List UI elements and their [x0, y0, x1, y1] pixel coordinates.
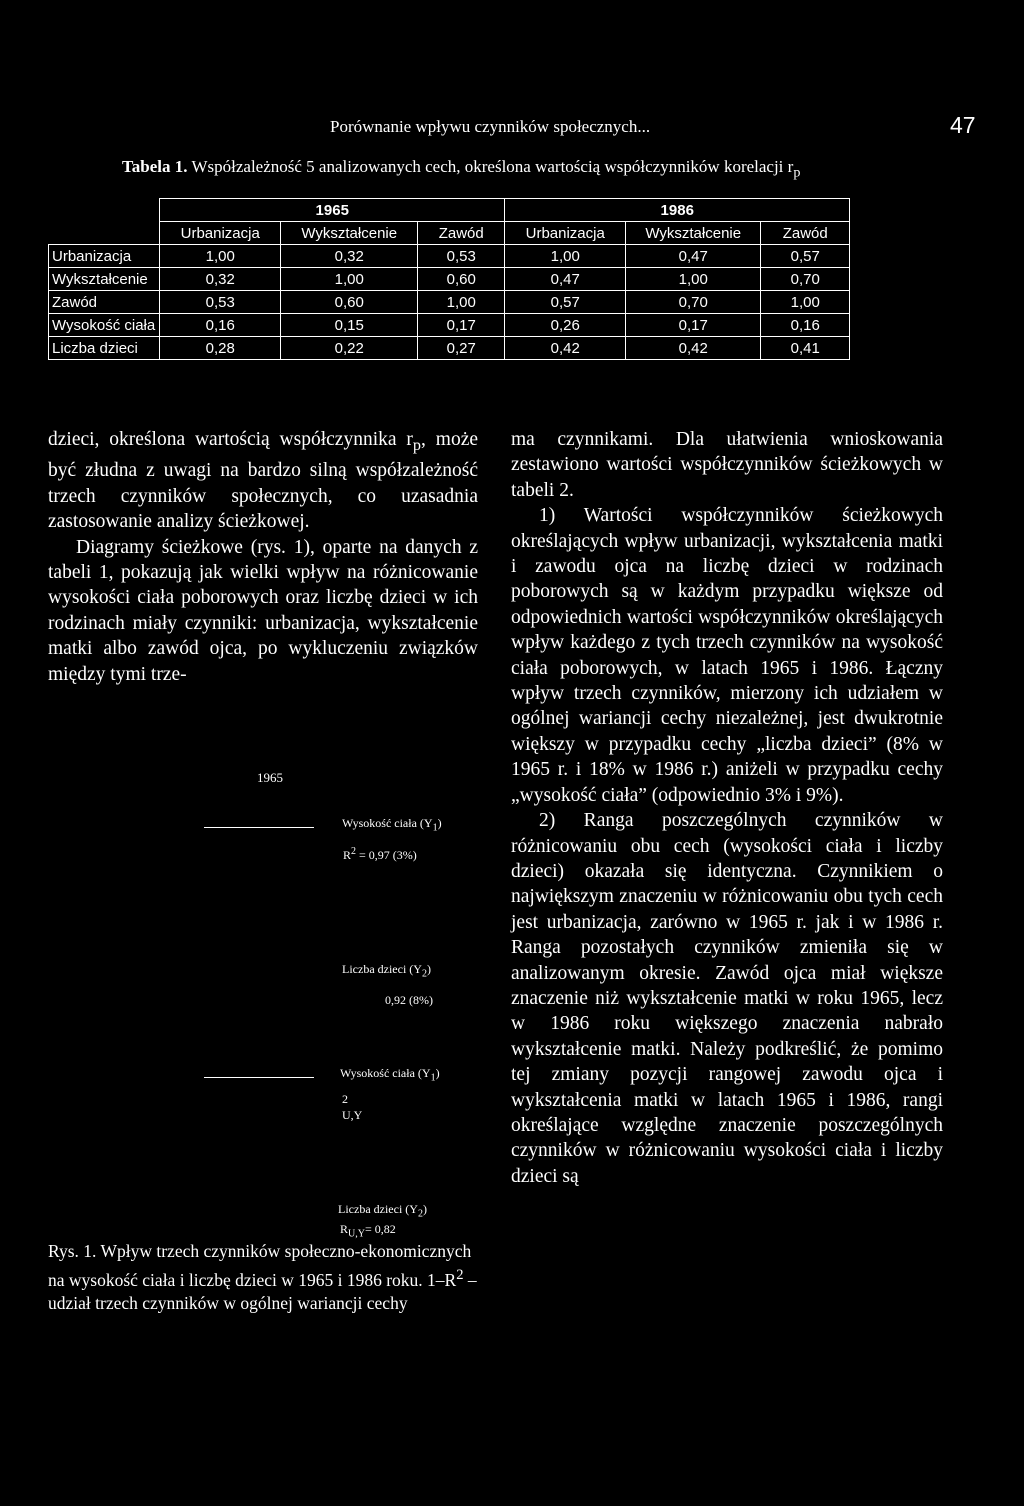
- table-cell: 1,00: [418, 291, 505, 314]
- children-label-text: Liczba dzieci (Y: [342, 962, 422, 976]
- children-label-2-text: Liczba dzieci (Y: [338, 1202, 418, 1216]
- table-cell: 0,47: [505, 268, 626, 291]
- children-label-sub: 2: [421, 968, 427, 980]
- table-caption-text: Współzależność 5 analizowanych cech, określona wartością współczynników korelacji r: [191, 157, 794, 176]
- table-cell: 0,41: [761, 337, 850, 360]
- table-year-row: [49, 199, 850, 222]
- table-cell: 0,32: [160, 268, 281, 291]
- figure-caption-text: Rys. 1. Wpływ trzech czynników społeczno-ekonomicznych na wysokość ciała i liczbę dzieci w 1965 i 1986 roku. 1–R: [48, 1241, 472, 1290]
- table-cell: 0,17: [626, 314, 761, 337]
- table-row: [49, 268, 850, 291]
- r-label-2: R: [340, 1222, 349, 1236]
- r-sub-2: U,Y: [348, 1228, 365, 1240]
- table-row: [49, 245, 850, 268]
- left-p1-text: dzieci, określona wartością współczynnika r: [48, 429, 413, 450]
- row-label: Wysokość ciała: [49, 314, 160, 337]
- height-label-2-sub: 1: [430, 1072, 436, 1084]
- left-paragraph-2: Diagramy ścieżkowe (rys. 1), oparte na danych z tabeli 1, pokazują jak wielki wpływ na różnicowanie wysokości ciała poborowych oraz liczbę dzieci w ich rodzinach miały czynniki: urbanizacja, wykształcenie matki albo zawód ojca, po wykluczeniu związków między tymi trze-: [48, 536, 478, 685]
- table-cell: 1,00: [761, 291, 850, 314]
- table-cell: 0,57: [761, 245, 850, 268]
- path-diagram: [180, 770, 490, 1240]
- diagram-children-label: Liczba dzieci $(Y_2)$: [342, 962, 431, 980]
- diagram-children-label-2: Liczba dzieci $(Y_2)$: [338, 1202, 427, 1220]
- r2-value: = 0,97 (3%): [359, 848, 417, 862]
- diagram-r2-second-sub: U,Y: [342, 1108, 363, 1122]
- left-p1-rest: , może być złudna z uwagi na bardzo silną współzależność trzech czynników społecznych, co uzasadnia zastosowanie analizy ścieżkowej.: [48, 429, 479, 533]
- figure-caption-rest: – udział trzech czynników w ogólnej wariancji cechy: [48, 1269, 477, 1313]
- left-column: [48, 427, 478, 687]
- row-label: Liczba dzieci: [49, 337, 160, 360]
- diagram-r2: $R^2 = 0,97$ (3%): [343, 846, 417, 862]
- diagram-children-value: 0,92 (8%): [385, 993, 433, 1007]
- right-paragraph-1: ma czynnikami. Dla ułatwienia wnioskowania zestawiono wartości współczynników ścieżkowych w tabeli 2.: [511, 429, 943, 501]
- year-header-1986: 1986: [505, 199, 850, 222]
- col-header: Urbanizacja: [160, 222, 281, 245]
- table-corner-cell: [49, 199, 160, 222]
- diagram-height-label-2: Wysokość ciała $(Y_1)$: [340, 1066, 440, 1084]
- table-cell: 0,42: [626, 337, 761, 360]
- table-cell: 0,70: [761, 268, 850, 291]
- r2-label: R: [343, 848, 352, 862]
- path-line: [204, 827, 314, 828]
- figure-caption-sup: 2: [456, 1266, 464, 1283]
- table-cell: 0,22: [281, 337, 418, 360]
- table-cell: 0,32: [281, 245, 418, 268]
- children-label-2-sub: 2: [417, 1208, 423, 1220]
- table-cell: 0,16: [160, 314, 281, 337]
- table-cell: 0,15: [281, 314, 418, 337]
- diagram-height-label: Wysokość ciała $(Y_1)$: [342, 816, 442, 834]
- table-row: [49, 337, 850, 360]
- path-line: [204, 1077, 314, 1078]
- year-header-1965: 1965: [160, 199, 505, 222]
- diagram-r2-second: 2: [342, 1092, 348, 1106]
- left-p1-sub: p: [412, 435, 422, 454]
- table-caption-sub: p: [793, 164, 801, 181]
- col-header: Zawód: [418, 222, 505, 245]
- running-header: Porównanie wpływu czynników społecznych...: [330, 117, 651, 136]
- figure-caption: [48, 1240, 478, 1315]
- right-paragraph-2: 1) Wartości współczynników ścieżkowych określających wpływ urbanizacji, wykształcenia matki i zawodu ojca na liczbę dzieci w rodzinach poborowych są w każdym przypadku większe od odpowiednich wartości współczynników określających wpływ każdego z tych trzech czynników na wysokość ciała poborowych, w latach 1965 i 1986. Łączny wpływ trzech czynników, mierzony ich udziałem w ogólnej wariancji cechy niezależnej, jest dwukrotnie większy w przypadku cechy „liczba dzieci” (8% w 1965 r. i 18% w 1986 r.) aniżeli w przypadku cechy „wysokość ciała” (odpowiednio 3% i 9%).: [511, 505, 943, 806]
- table-cell: 0,47: [626, 245, 761, 268]
- table-cell: 1,00: [281, 268, 418, 291]
- table-corner-cell: [49, 222, 160, 245]
- height-label-text: Wysokość ciała (Y: [342, 816, 433, 830]
- table-cell: 0,70: [626, 291, 761, 314]
- col-header: Zawód: [761, 222, 850, 245]
- r-value-2: = 0,82: [364, 1222, 396, 1236]
- diagram-year: 1965: [257, 770, 283, 785]
- height-label-sub: 1: [432, 822, 438, 834]
- row-label: Wykształcenie: [49, 268, 160, 291]
- correlation-table: [48, 198, 850, 360]
- table-cell: 0,42: [505, 337, 626, 360]
- table-cell: 0,16: [761, 314, 850, 337]
- table-cell: 1,00: [626, 268, 761, 291]
- table-cell: 0,27: [418, 337, 505, 360]
- col-header: Wykształcenie: [626, 222, 761, 245]
- diagram-r-second: [340, 1222, 396, 1239]
- col-header: Urbanizacja: [505, 222, 626, 245]
- table-column-header-row: [49, 222, 850, 245]
- table-cell: 0,60: [418, 268, 505, 291]
- row-label: Urbanizacja: [49, 245, 160, 268]
- table-cell: 0,60: [281, 291, 418, 314]
- table-row: [49, 314, 850, 337]
- right-column: [511, 427, 943, 1189]
- page-number: 47: [950, 112, 976, 138]
- table-label: Tabela 1.: [122, 157, 188, 176]
- left-paragraph-1: [48, 427, 478, 535]
- table-cell: 0,28: [160, 337, 281, 360]
- table-cell: 1,00: [505, 245, 626, 268]
- height-label-2-text: Wysokość ciała (Y: [340, 1066, 431, 1080]
- table-cell: 0,17: [418, 314, 505, 337]
- table-cell: 0,53: [160, 291, 281, 314]
- col-header: Wykształcenie: [281, 222, 418, 245]
- right-paragraph-3: 2) Ranga poszczególnych czynników w różnicowaniu obu cech (wysokości ciała i liczby dzieci) okazała się identyczna. Czynnikiem o największym znaczeniu w różnicowaniu obu tych cech jest urbanizacja, zarówno w 1965 r. jak i w 1986 r. Ranga pozostałych czynników zmieniła się w analizowanym okresie. Zawód ojca miał większe znaczenie niż wykształcenie matki w roku 1965, lecz w 1986 roku większego znaczenia nabrało wykształcenie matki. Należy podkreślić, że pomimo tej zmiany pozycji rangowej zawodu ojca i wykształcenia matki w latach 1965 i 1986, rangi określające względne znaczenie poszczególnych czynników w różnicowaniu wysokości ciała i liczby dzieci są: [511, 810, 943, 1187]
- row-label: Zawód: [49, 291, 160, 314]
- table-cell: 0,26: [505, 314, 626, 337]
- table-row: [49, 291, 850, 314]
- table-cell: 0,53: [418, 245, 505, 268]
- table-caption: [122, 157, 800, 181]
- table-cell: 1,00: [160, 245, 281, 268]
- table-cell: 0,57: [505, 291, 626, 314]
